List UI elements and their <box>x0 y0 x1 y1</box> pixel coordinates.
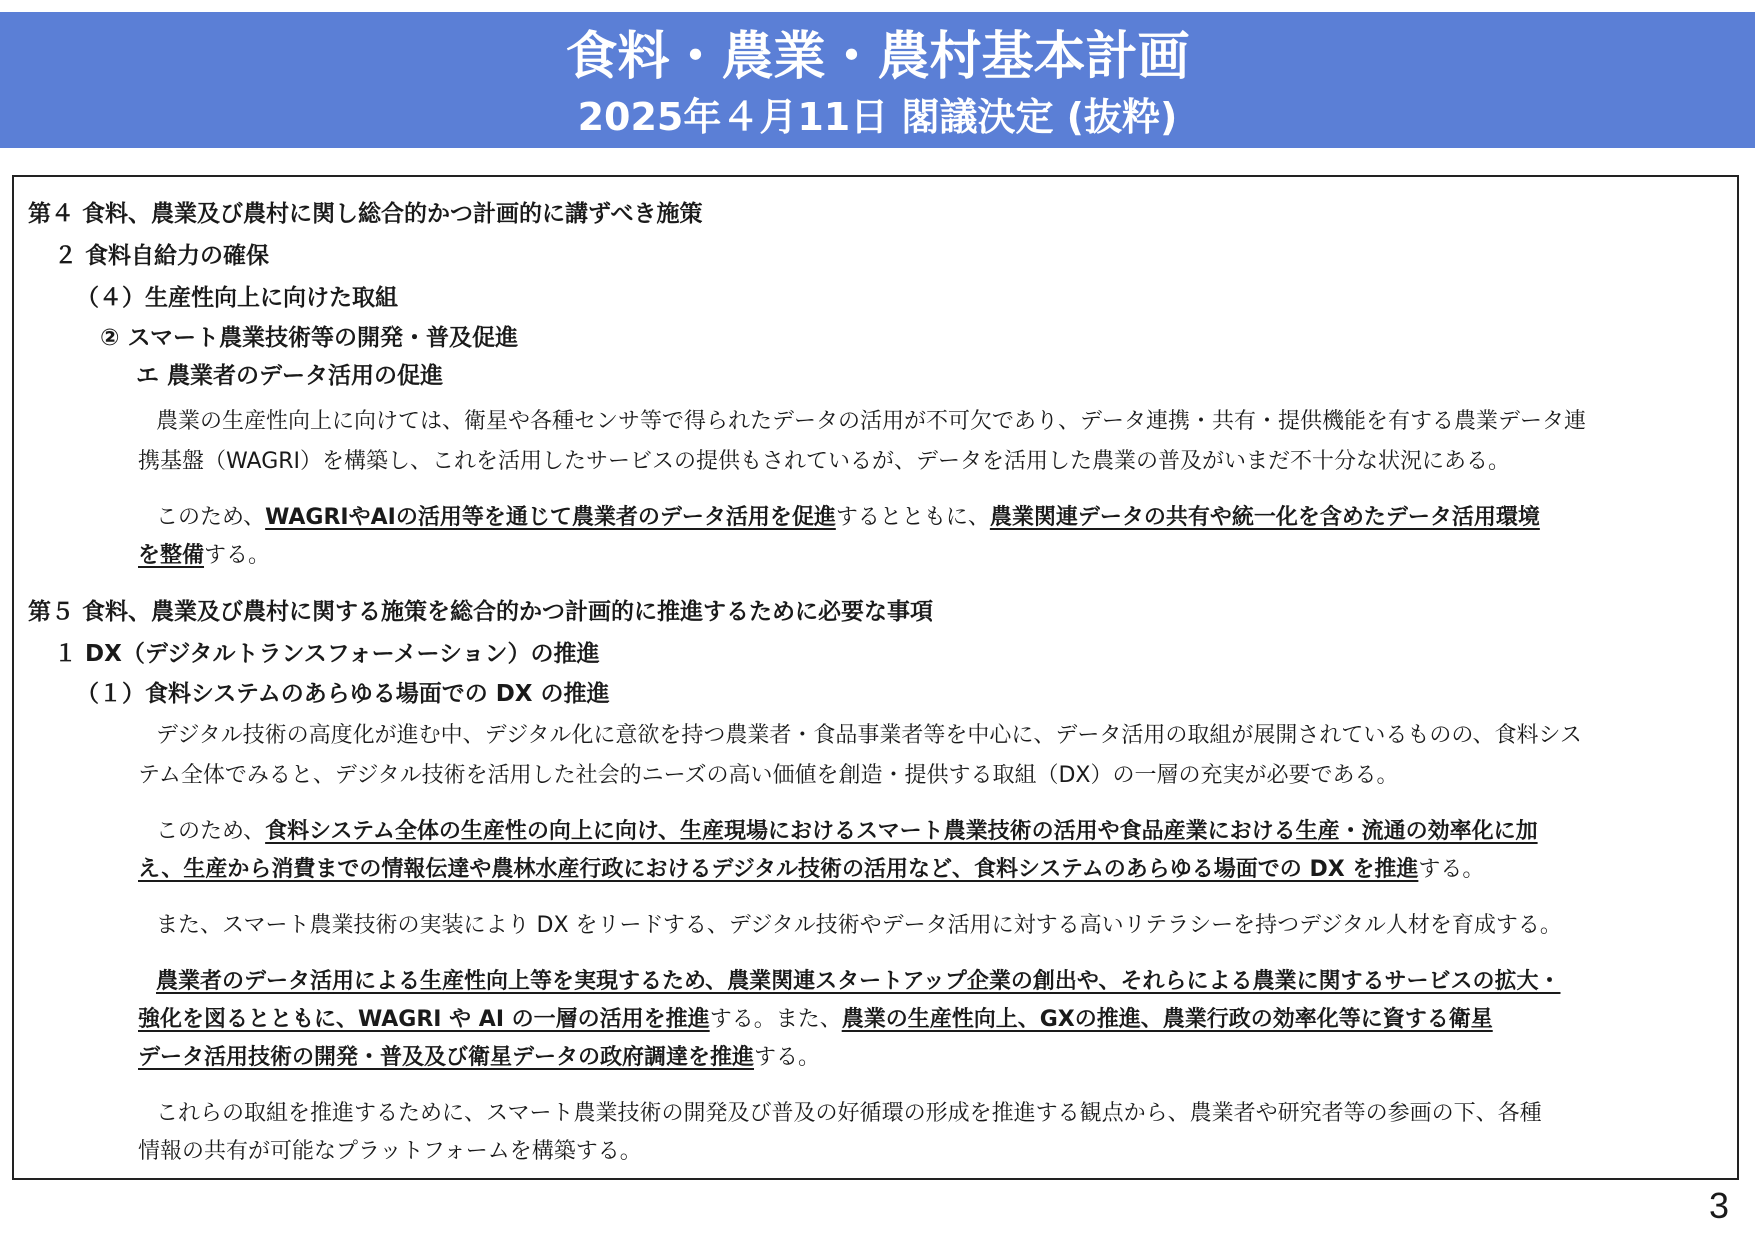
item-2-heading: ② スマート農業技術等の開発・普及促進 <box>100 325 519 351</box>
emphasis-wagri-ai: WAGRIやAIの活用等を通じて農業者のデータ活用を促進 <box>265 505 836 530</box>
emphasis-startups: 農業者のデータ活用による生産性向上等を実現するため、農業関連スタートアップ企業の創出や、それらによる農業に関するサービスの拡大・ <box>156 969 1561 994</box>
section-4-2-heading: ２ 食料自給力の確保 <box>54 243 270 269</box>
sec5-paragraph-5-line-1: これらの取組を推進するために、スマート農業技術の開発及び普及の好循環の形成を推進する観点から、農業者や研究者等の参画の下、各種 <box>156 1101 1542 1126</box>
sec5-paragraph-4-line-3: データ活用技術の開発・普及及び衛星データの政府調達を推進する。 <box>138 1045 821 1070</box>
emphasis-satellite: 農業の生産性向上、GXの推進、農業行政の効率化等に資する衛星 <box>841 1007 1493 1032</box>
section-5-1-1-heading: （１）食料システムのあらゆる場面での DX の推進 <box>76 681 610 707</box>
sec5-paragraph-2-line-1: このため、食料システム全体の生産性の向上に向け、生産現場におけるスマート農業技術の活用や食品産業における生産・流通の効率化に加 <box>156 819 1538 844</box>
section-4-2-4-heading: （４）生産性向上に向けた取組 <box>76 285 398 311</box>
section-5-heading: 第５ 食料、農業及び農村に関する施策を総合的かつ計画的に推進するために必要な事項 <box>28 599 934 625</box>
emphasis-data-environment: 農業関連データの共有や統一化を含めたデータ活用環境 <box>989 505 1540 530</box>
page-subtitle: 2025年４月11日 閣議決定 (抜粋) <box>577 95 1178 139</box>
sec5-paragraph-4-line-1 <box>156 967 1561 997</box>
sec4-paragraph-2-line-2: を整備する。 <box>138 543 271 568</box>
sec4-paragraph-2-line-1: このため、WAGRIやAIの活用等を通じて農業者のデータ活用を促進するとともに、農業関連データの共有や統一化を含めたデータ活用環境 <box>156 505 1540 530</box>
item-e-heading: エ 農業者のデータ活用の促進 <box>136 363 444 389</box>
page-title: 食料・農業・農村基本計画 <box>565 27 1190 87</box>
sec5-paragraph-1-line-2: テム全体でみると、デジタル技術を活用した社会的ニーズの高い価値を創造・提供する取組（DX）の一層の充実が必要である。 <box>138 763 1399 788</box>
section-5-1-heading: １ DX（デジタルトランスフォーメーション）の推進 <box>54 641 600 667</box>
sec5-paragraph-4-line-2: 強化を図るとともに、WAGRI や AI の一層の活用を推進する。また、農業の生産性向上、GXの推進、農業行政の効率化等に資する衛星 <box>138 1007 1493 1032</box>
sec4-paragraph-1-line-1: 農業の生産性向上に向けては、衛星や各種センサ等で得られたデータの活用が不可欠であり、データ連携・共有・提供機能を有する農業データ連 <box>156 409 1587 434</box>
content-panel <box>12 175 1739 1180</box>
sec4-paragraph-1-line-2: 携基盤（WAGRI）を構築し、これを活用したサービスの提供もされているが、データを活用した農業の普及がいまだ不十分な状況にある。 <box>138 449 1511 474</box>
page-number: 3 <box>1708 1185 1729 1226</box>
sec5-paragraph-2-line-2: え、生産から消費までの情報伝達や農林水産行政におけるデジタル技術の活用など、食料システムのあらゆる場面での DX を推進する。 <box>138 857 1485 882</box>
sec5-paragraph-3: また、スマート農業技術の実装により DX をリードする、デジタル技術やデータ活用に対する高いリテラシーを持つデジタル人材を育成する。 <box>156 913 1562 938</box>
title-banner <box>0 12 1755 148</box>
section-4-heading: 第４ 食料、農業及び農村に関し総合的かつ計画的に講ずべき施策 <box>28 201 703 227</box>
sec5-paragraph-1-line-1: デジタル技術の高度化が進む中、デジタル化に意欲を持つ農業者・食品事業者等を中心に、データ活用の取組が展開されているものの、食料シス <box>156 723 1582 748</box>
sec5-paragraph-5-line-2: 情報の共有が可能なプラットフォームを構築する。 <box>138 1139 642 1164</box>
emphasis-food-system: 食料システム全体の生産性の向上に向け、生産現場におけるスマート農業技術の活用や食品産業における生産・流通の効率化に加 <box>265 819 1538 844</box>
